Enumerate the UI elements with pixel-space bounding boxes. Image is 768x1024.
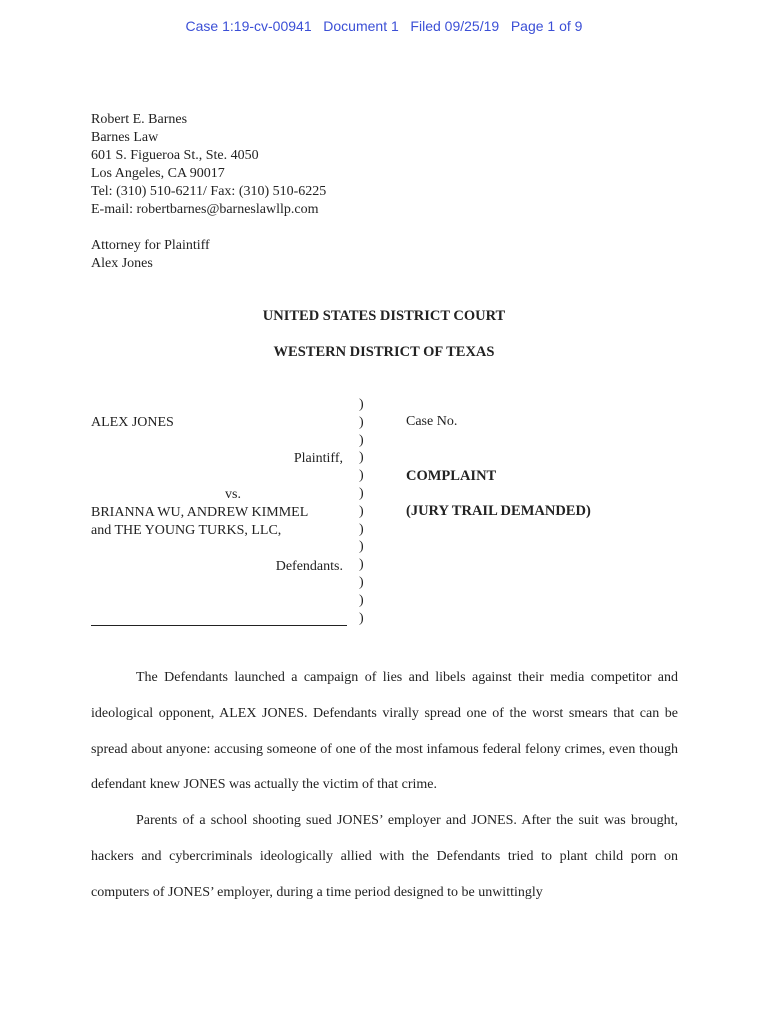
caption-paren: ) [359,521,364,537]
caption-parentheses [359,396,364,627]
complaint-body [91,660,678,911]
caption-paren: ) [359,397,364,412]
case-header: Case 1:19-cv-00941 Document 1 Filed 09/25/19 Page 1 of 9 [185,18,583,34]
jury-demand: (JURY TRAIL DEMANDED) [406,503,591,519]
caption-paren: ) [359,414,364,430]
caption-paren: ) [359,574,364,590]
attorney-role: Attorney for Plaintiff [91,238,210,253]
court-name: UNITED STATES DISTRICT COURT [262,308,506,324]
case-number-label: Case No. [406,414,458,429]
caption-paren: ) [359,557,364,573]
caption-paren: ) [359,539,364,555]
court-district: WESTERN DISTRICT OF TEXAS [273,344,495,360]
caption-parties [91,414,347,576]
plaintiff-label: Plaintiff, [293,451,343,466]
attorney-address-line2: Los Angeles, CA 90017 [91,166,225,181]
caption-underline [91,625,347,626]
body-paragraph-1: The Defendants launched a campaign of lies and libels against their media competitor and ideological opponent, ALEX JONES. Defendants virally spread one of the worst smears that can be spread about anyone: accusing someone of one of the most infamous federal felony crimes, even though defendant knew JONES was actually the victim of that crime. [91,670,678,793]
attorney-phone: Tel: (310) 510-6211/ Fax: (310) 510-6225 [91,184,327,199]
attorney-block [91,111,326,273]
defendants-label: Defendants. [275,559,343,574]
caption-paren: ) [359,485,364,501]
plaintiff-name: ALEX JONES [91,415,174,430]
caption-paren: ) [359,592,364,608]
attorney-address-line1: 601 S. Figueroa St., Ste. 4050 [91,148,259,163]
body-paragraph-2: Parents of a school shooting sued JONES’ employer and JONES. After the suit was brought, hackers and cybercriminals ideologically allied with the Defendants tried to plant child porn on computers of JONES’ employer, during a time period designed to be unwittingly [91,813,678,900]
caption-paren: ) [359,450,364,466]
versus-label: vs. [225,487,241,502]
defendants-line-1: BRIANNA WU, ANDREW KIMMEL [91,505,309,520]
caption-paren: ) [359,468,364,484]
complaint-title: COMPLAINT [406,468,497,484]
attorney-client: Alex Jones [91,256,153,271]
attorney-name: Robert E. Barnes [91,112,188,127]
attorney-firm: Barnes Law [91,130,159,145]
attorney-email: E-mail: robertbarnes@barneslawllp.com [91,202,319,217]
defendants-line-2: and THE YOUNG TURKS, LLC, [91,523,282,538]
caption-paren: ) [359,432,364,448]
caption-paren: ) [359,610,364,626]
caption-paren: ) [359,503,364,519]
